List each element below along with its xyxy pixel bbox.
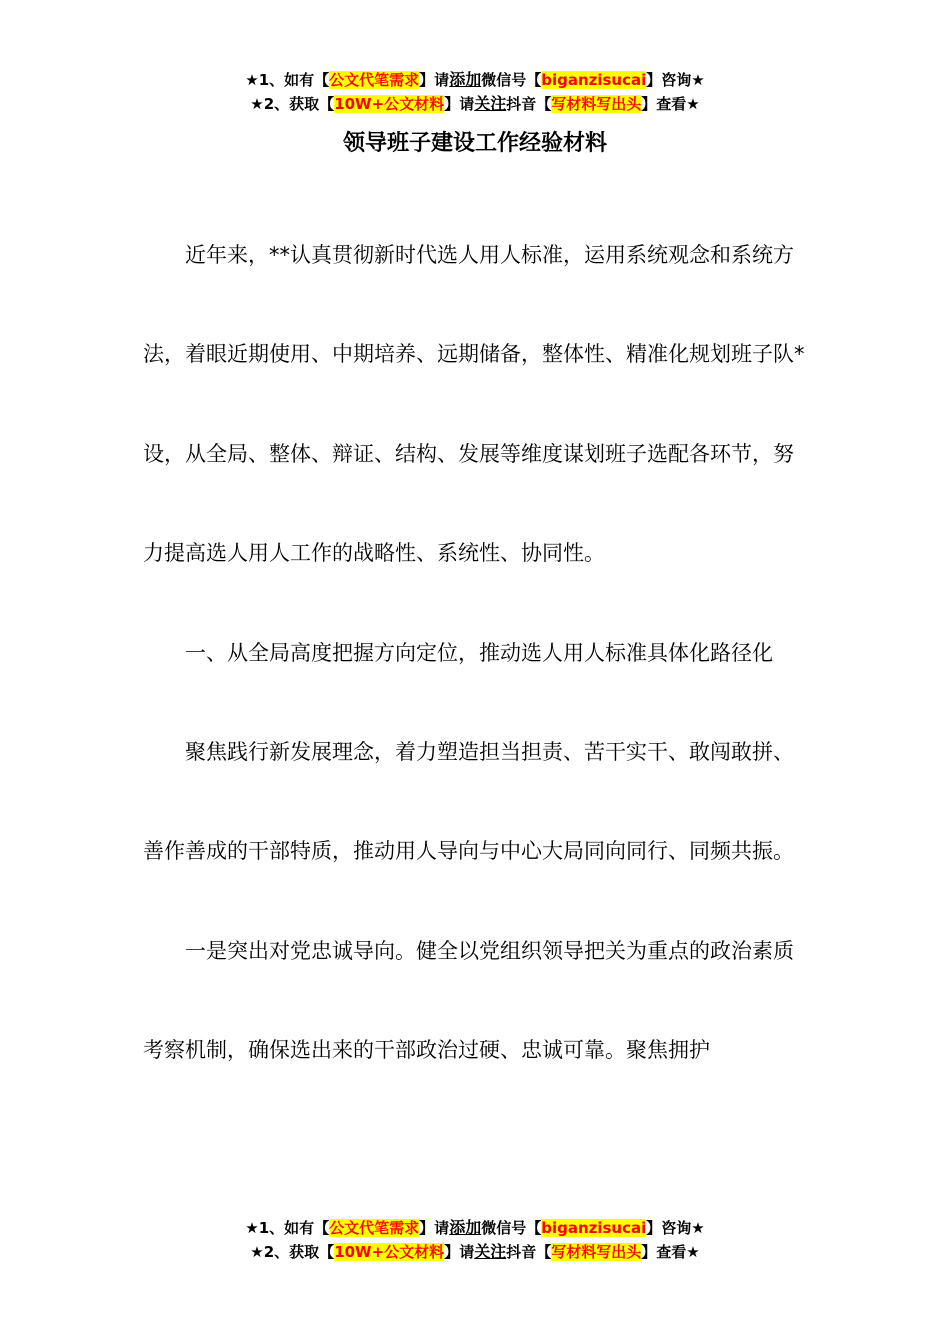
highlight-text: 10W+公文材料 [334, 1243, 445, 1261]
section-heading-1: 一、从全局高度把握方向定位，推动选人用人标准具体化路径化 [185, 640, 773, 665]
banner-line-2: ★2、获取【10W+公文材料】请关注抖音【写材料写出头】查看★ [250, 1242, 700, 1261]
document-body [143, 206, 808, 1101]
banner-line-1: ★1、如有【公文代笔需求】请添加微信号【biganzisucai】咨询★ [245, 1218, 705, 1237]
paragraph-intro: 近年来，**认真贯彻新时代选人用人标准，运用系统观念和系统方法，着眼近期使用、中期培养、远期储备，整体性、精准化规划班子队*设，从全局、整体、辩证、结构、发展等维度谋划班子选配各环节，努力提高选人用人工作的战略性、系统性、协同性。 [143, 243, 805, 566]
paragraph-section-1: 聚焦践行新发展理念，着力塑造担当担责、苦干实干、敢闯敢拼、善作善成的干部特质，推动用人导向与中心大局同向同行、同频共振。 [143, 740, 794, 864]
highlight-text: 10W+公文材料 [334, 95, 445, 113]
bottom-banner [0, 1216, 950, 1264]
top-banner [0, 68, 950, 116]
underlined-text: 添加 [449, 1218, 482, 1237]
banner-line-2: ★2、获取【10W+公文材料】请关注抖音【写材料写出头】查看★ [250, 94, 700, 113]
underlined-text: 关注 [474, 94, 507, 113]
banner-line-1: ★1、如有【公文代笔需求】请添加微信号【biganzisucai】咨询★ [245, 70, 705, 89]
underlined-text: 关注 [474, 1242, 507, 1261]
highlight-text: 写材料写出头 [551, 95, 642, 113]
highlight-text: 公文代笔需求 [329, 71, 420, 89]
paragraph-point-1: 一是突出对党忠诚导向。健全以党组织领导把关为重点的政治素质考察机制，确保选出来的干部政治过硬、忠诚可靠。聚焦拥护 [143, 938, 794, 1063]
highlight-text: biganzisucai [541, 1219, 647, 1237]
highlight-text: 写材料写出头 [551, 1243, 642, 1261]
document-title: 领导班子建设工作经验材料 [342, 131, 607, 156]
highlight-text: 公文代笔需求 [329, 1219, 420, 1237]
underlined-text: 添加 [449, 70, 482, 89]
highlight-text: biganzisucai [541, 71, 647, 89]
